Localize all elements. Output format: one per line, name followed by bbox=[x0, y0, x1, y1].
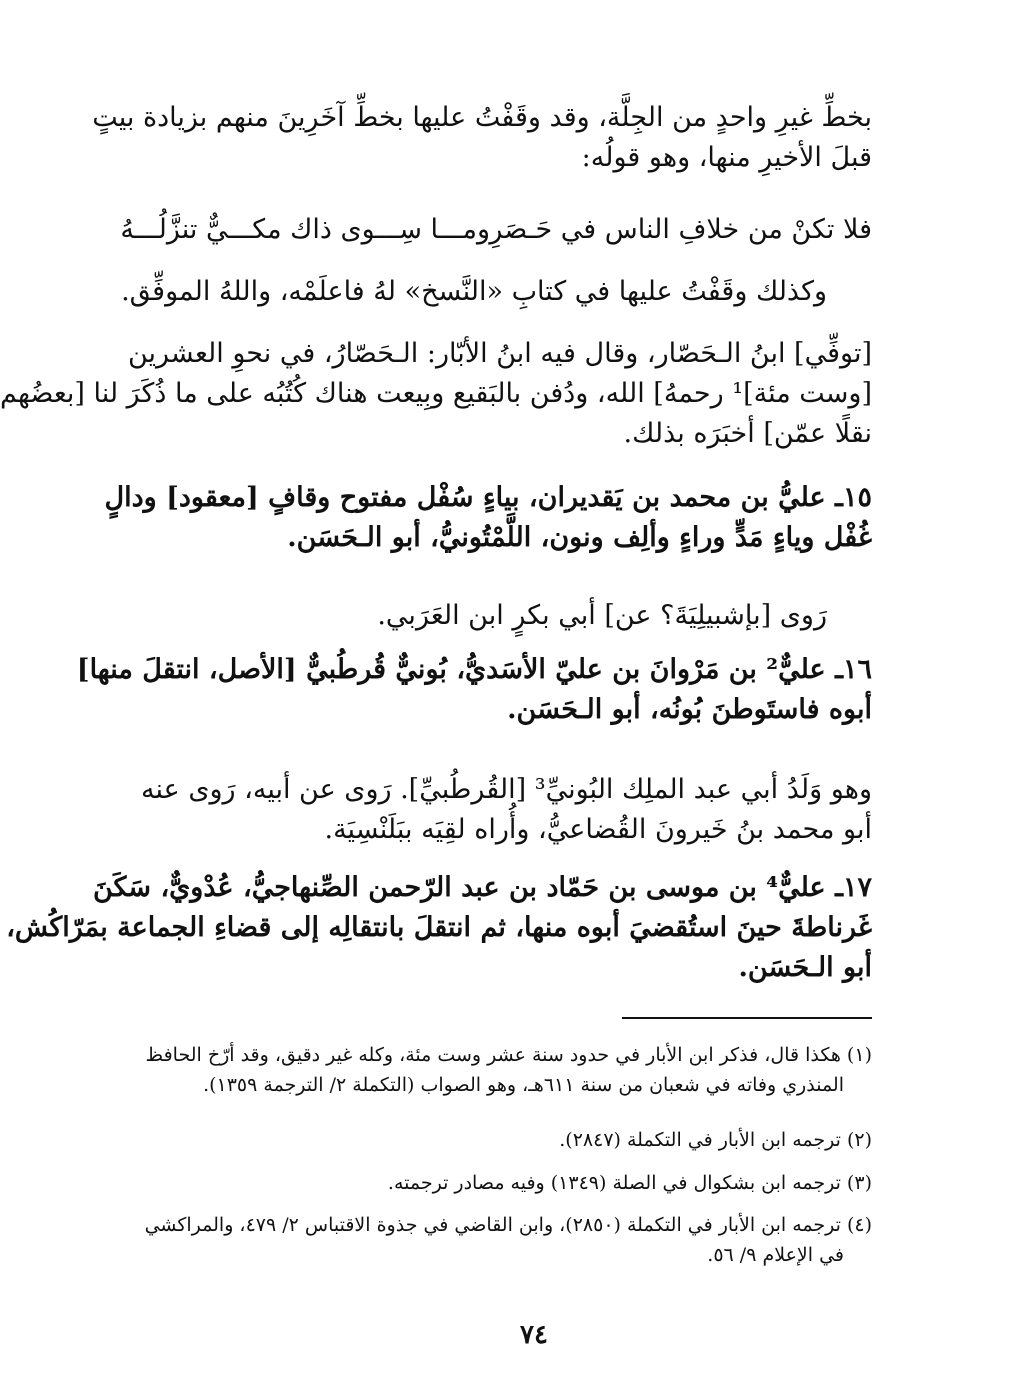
entry-heading-line: غَرناطةَ حينَ استُقضيَ أبوه منها، ثم انتقلَ بانتقالِه إلى قضاءِ الجماعة بمَرّاكُش، bbox=[6, 912, 872, 943]
text-line: [وست مئة]¹ رحمهُ] الله، ودُفن بالبَقيع وبِيعت هناك كُتُبُه على ما ذُكَرَ لنا [بعضُهم bbox=[0, 378, 872, 409]
entry-16 bbox=[76, 650, 872, 730]
footnote-line: (١) هكذا قال، فذكر ابن الأبار في حدود سنة عشر وست مئة، وكله غير دقيق، وقد أرّخ الحافظ bbox=[145, 1044, 872, 1066]
entry-heading-line: ١٥ـ عليُّ بن محمد بن يَقديران، بياءٍ سُفْل مفتوح وقافٍ [معقود] ودالٍ bbox=[104, 482, 872, 513]
page-number: ٧٤ bbox=[520, 1320, 548, 1350]
footnote-line: (٣) ترجمه ابن بشكوال في الصلة (١٣٤٩) وفيه مصادر ترجمته. bbox=[387, 1172, 872, 1194]
footnote-4 bbox=[144, 1210, 872, 1270]
footnote-line: في الإعلام ٩/ ٥٦. bbox=[707, 1244, 844, 1266]
entry-heading-line: أبو الـحَسَن. bbox=[738, 952, 872, 983]
text-line: وهو وَلَدُ أبي عبد الملِك البُونيِّ³ [القُرطُبيِّ]. رَوى عن أبيه، رَوى عنه bbox=[141, 774, 872, 805]
entry-heading-line: أبوه فاستَوطنَ بُونُه، أبو الـحَسَن. bbox=[507, 694, 872, 725]
entry-16-note bbox=[141, 770, 872, 850]
text-line: نقلًا عمّن] أخبَرَه بذلك. bbox=[623, 418, 872, 449]
text-line: رَوى [بإشبيلِيَةَ؟ عن] أبي بكرٍ ابن العَرَبي. bbox=[377, 600, 827, 631]
entry-heading-line: ١٧ـ عليٌّ⁴ بن موسى بن حَمّاد بن عبد الرّحمن الصِّنهاجيُّ، عُدْويٌّ، سَكَنَ bbox=[92, 872, 872, 903]
text-line: قبلَ الأخيرِ منها، وهو قولُه: bbox=[581, 142, 872, 173]
entry-15 bbox=[104, 478, 872, 558]
text-line: بخطِّ غيرِ واحدٍ من الجِلَّة، وقد وقَفْتُ عليها بخطِّ آخَرِينَ منهم بزيادة بيتٍ bbox=[92, 102, 872, 133]
text-line: وكذلك وقَفْتُ عليها في كتابِ «النَّسخ» لهُ فاعلَمْه، واللهُ الموفِّق. bbox=[121, 276, 827, 307]
paragraph-1 bbox=[92, 98, 872, 178]
text-line: [توفِّي] ابنُ الـحَصّار، وقال فيه ابنُ الأبّار: الـحَصّارُ، في نحوِ العشرين bbox=[127, 338, 872, 369]
footnote-3 bbox=[192, 1168, 872, 1198]
footnote-2 bbox=[192, 1125, 872, 1155]
entry-heading-line: ١٦ـ عليٌّ² بن مَرْوانَ بن عليّ الأسَديُّ، بُونيٌّ قُرطُبيٌّ [الأصل، انتقلَ منها] bbox=[76, 654, 872, 685]
entry-15-note bbox=[192, 596, 872, 636]
text-line: أبو محمد بنُ خَيرونَ القُضاعيُّ، وأُراه لقِيَه ببَلَنْسِيَة. bbox=[324, 814, 872, 845]
footnote-separator bbox=[622, 1017, 872, 1019]
verse-hemistich-right: فلا تكنْ من خلافِ الناس في حَـصَرِ bbox=[489, 214, 872, 245]
footnote-line: (٤) ترجمه ابن الأبار في التكملة (٢٨٥٠)، وابن القاضي في جذوة الاقتباس ٢/ ٤٧٩، والمراكشي bbox=[144, 1214, 872, 1236]
footnote-1 bbox=[145, 1040, 872, 1100]
footnote-line: المنذري وفاته في شعبان من سنة ٦١١هـ، وهو الصواب (التكملة ٢/ الترجمة ١٣٥٩). bbox=[203, 1074, 844, 1096]
entry-17 bbox=[6, 868, 872, 988]
entry-heading-line: غُفْل وياءٍ مَدٍّ وراءٍ وألِف ونون، اللَّمْتُونيُّ، أبو الـحَسَن. bbox=[287, 522, 872, 553]
verse-hemistich-left: ومـــا سِـــوى ذاك مكـــيٌّ تنزَّلُـــهُ bbox=[120, 214, 490, 245]
paragraph-2 bbox=[121, 272, 872, 312]
paragraph-3 bbox=[0, 334, 872, 454]
footnote-line: (٢) ترجمه ابن الأبار في التكملة (٢٨٤٧). bbox=[559, 1129, 872, 1151]
